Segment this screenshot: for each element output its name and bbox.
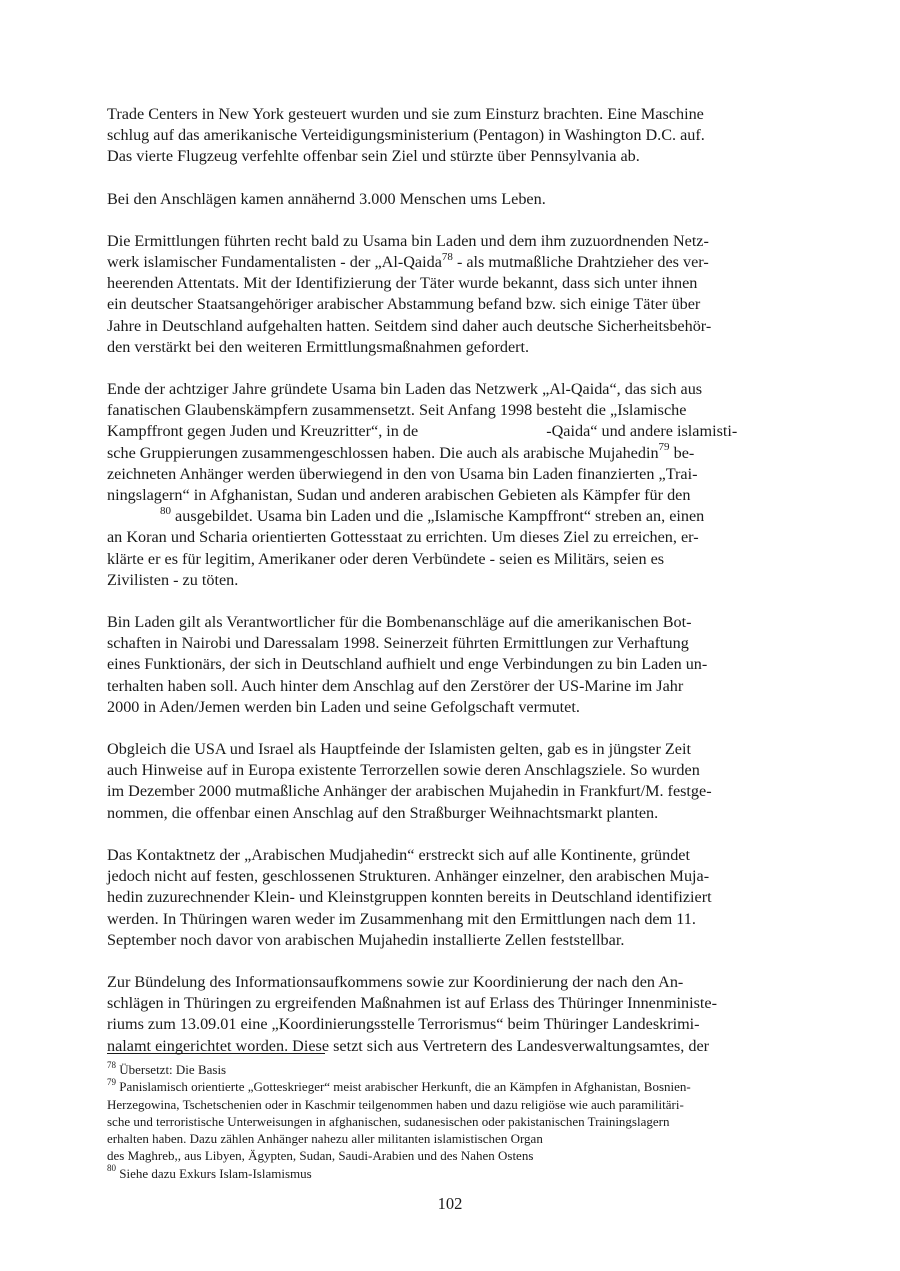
- text-line: Bin Laden gilt als Verantwortlicher für die Bombenanschläge auf die amerikanischen Bot-: [107, 613, 692, 632]
- text-line: klärte er es für legitim, Amerikaner oder deren Verbündete - seien es Militärs, seien es: [107, 549, 665, 568]
- footnote-ref-80[interactable]: 80: [160, 504, 171, 517]
- footnote-text: des Maghreb,, aus Libyen, Ägypten, Sudan, Saudi-Arabien und des Nahen Ostens: [107, 1148, 534, 1164]
- footnote-78: [107, 1061, 787, 1078]
- text-line: Das Kontaktnetz der „Arabischen Mudjahedin“ erstreckt sich auf alle Kontinente, gründet: [107, 845, 690, 864]
- text-line: an Koran und Scharia orientierten Gottesstaat zu errichten. Um dieses Ziel zu erreichen, er-: [107, 528, 699, 547]
- text-line: nommen, die offenbar einen Anschlag auf den Straßburger Weihnachtsmarkt planten.: [107, 803, 659, 822]
- text-segment: ausgebildet. Usama bin Laden und die „Islamische Kampffront“ streben an, einen: [171, 507, 705, 526]
- text-line: [107, 252, 747, 273]
- footnotes: [107, 1061, 787, 1182]
- text-segment: -Qaida“ und andere islamisti-: [546, 422, 738, 441]
- paragraph: [107, 612, 747, 718]
- text-line: [107, 443, 747, 464]
- text-line: Obgleich die USA und Israel als Hauptfeinde der Islamisten gelten, gab es in jüngster Zeit: [107, 740, 691, 759]
- page-number: 102: [437, 1194, 463, 1213]
- paragraph: [107, 104, 747, 168]
- footnote-ref-78[interactable]: 78: [441, 250, 453, 263]
- text-line: eines Funktionärs, der sich in Deutschland aufhielt und enge Verbindungen zu bin Laden un-: [107, 655, 708, 674]
- text-line: schlug auf das amerikanische Verteidigungsministerium (Pentagon) in Washington D.C. auf.: [107, 126, 705, 145]
- paragraph: [107, 845, 747, 951]
- footnote-number: 80: [107, 1163, 116, 1174]
- footnote-text: Panislamisch orientierte „Gotteskrieger“ meist arabischer Herkunft, die an Kämpfen in Afghanistan, Bosnien-: [116, 1079, 691, 1095]
- footnote-text: erhalten haben. Dazu zählen Anhänger nahezu aller militanten islamistischen Organ: [107, 1131, 543, 1147]
- text-line: terhalten haben soll. Auch hinter dem Anschlag auf den Zerstörer der US-Marine im Jahr: [107, 676, 684, 695]
- text-line: Jahre in Deutschland aufgehalten hatten. Seitdem sind daher auch deutsche Sicherheitsbehör-: [107, 316, 712, 335]
- body-text: [107, 104, 747, 1078]
- text-line: werden. In Thüringen waren weder im Zusammenhang mit den Ermittlungen nach dem 11.: [107, 909, 696, 928]
- paragraph: [107, 379, 747, 591]
- text-segment: Kampffront gegen Juden und Kreuzritter“, in de: [107, 422, 419, 441]
- footnote-number: 79: [107, 1076, 116, 1087]
- text-line: Bei den Anschlägen kamen annähernd 3.000 Menschen ums Leben.: [107, 189, 546, 208]
- paragraph: [107, 972, 747, 1057]
- text-line: Die Ermittlungen führten recht bald zu Usama bin Laden und dem ihm zuzuordnenden Netz-: [107, 231, 709, 250]
- paragraph: [107, 189, 747, 210]
- text-line: heerenden Attentats. Mit der Identifizierung der Täter wurde bekannt, dass sich unter ihnen: [107, 274, 698, 293]
- text-line: zeichneten Anhänger werden überwiegend in den von Usama bin Laden finanzierten „Trai-: [107, 464, 698, 483]
- footnote-ref-79[interactable]: 79: [658, 441, 670, 454]
- text-line: ningslagern“ in Afghanistan, Sudan und anderen arabischen Gebieten als Kämpfer für den: [107, 486, 691, 505]
- text-line: Ende der achtziger Jahre gründete Usama bin Laden das Netzwerk „Al-Qaida“, das sich aus: [107, 380, 703, 399]
- text-line: hedin zuzurechnender Klein- und Kleinstgruppen konnten bereits in Deutschland identifiziert: [107, 888, 712, 907]
- text-line: den verstärkt bei den weiteren Ermittlungsmaßnahmen gefordert.: [107, 337, 530, 356]
- text-line: fanatischen Glaubenskämpfern zusammensetzt. Seit Anfang 1998 besteht die „Islamische: [107, 401, 687, 420]
- text-segment: - als mutmaßliche Drahtzieher des ver-: [452, 253, 709, 272]
- text-line: Das vierte Flugzeug verfehlte offenbar sein Ziel und stürzte über Pennsylvania ab.: [107, 147, 640, 166]
- footnote-79: [107, 1078, 787, 1095]
- text-line: Zivilisten - zu töten.: [107, 570, 239, 589]
- text-line: schlägen in Thüringen zu ergreifenden Maßnahmen ist auf Erlass des Thüringer Innenministe-: [107, 994, 718, 1013]
- text-line: Trade Centers in New York gesteuert wurden und sie zum Einsturz brachten. Eine Maschine: [107, 105, 704, 123]
- footnote-text: Herzegowina, Tschetschenien oder in Kaschmir teilgenommen haben und dazu religiöse wie auch paramilitäri-: [107, 1096, 684, 1112]
- text-segment: sche Gruppierungen zusammengeschlossen haben. Die auch als arabische Mujahedin: [107, 443, 659, 462]
- text-line: auch Hinweise auf in Europa existente Terrorzellen sowie deren Anschlagsziele. So wurden: [107, 761, 700, 780]
- text-line: riums zum 13.09.01 eine „Koordinierungsstelle Terrorismus“ beim Thüringer Landeskrimi-: [107, 1015, 700, 1034]
- footnote-text: Siehe dazu Exkurs Islam-Islamismus: [116, 1165, 312, 1181]
- text-line: ein deutscher Staatsangehöriger arabischer Abstammung befand bzw. sich einige Täter über: [107, 295, 701, 314]
- text-line: [107, 506, 747, 527]
- paragraph: [107, 739, 747, 824]
- footnote-separator: [107, 1053, 325, 1054]
- text-segment: be-: [669, 443, 695, 462]
- text-line: jedoch nicht auf festen, geschlossenen Strukturen. Anhänger einzelner, den arabischen Muja-: [107, 867, 710, 886]
- text-line: nalamt eingerichtet worden. Diese setzt sich aus Vertretern des Landesverwaltungsamtes, der: [107, 1036, 710, 1055]
- footnote-80: [107, 1165, 787, 1182]
- paragraph: [107, 231, 747, 358]
- text-line: 2000 in Aden/Jemen werden bin Laden und seine Gefolgschaft vermutet.: [107, 697, 580, 716]
- footnote-number: 78: [107, 1059, 116, 1070]
- text-line: [107, 421, 747, 442]
- footnote-text: sche und terroristische Unterweisungen in afghanischen, sudanesischen oder pakistanischen Trainingslagern: [107, 1113, 670, 1129]
- text-segment: werk islamischer Fundamentalisten - der „Al-Qaida: [107, 253, 442, 272]
- footnote-text: Übersetzt: Die Basis: [116, 1062, 227, 1077]
- text-line: schaften in Nairobi und Daressalam 1998. Seinerzeit führten Ermittlungen zur Verhaftung: [107, 634, 689, 653]
- text-line: September noch davor von arabischen Mujahedin installierte Zellen feststellbar.: [107, 930, 625, 949]
- text-line: im Dezember 2000 mutmaßliche Anhänger der arabischen Mujahedin in Frankfurt/M. festge-: [107, 782, 712, 801]
- text-line: Zur Bündelung des Informationsaufkommens sowie zur Koordinierung der nach den An-: [107, 972, 684, 991]
